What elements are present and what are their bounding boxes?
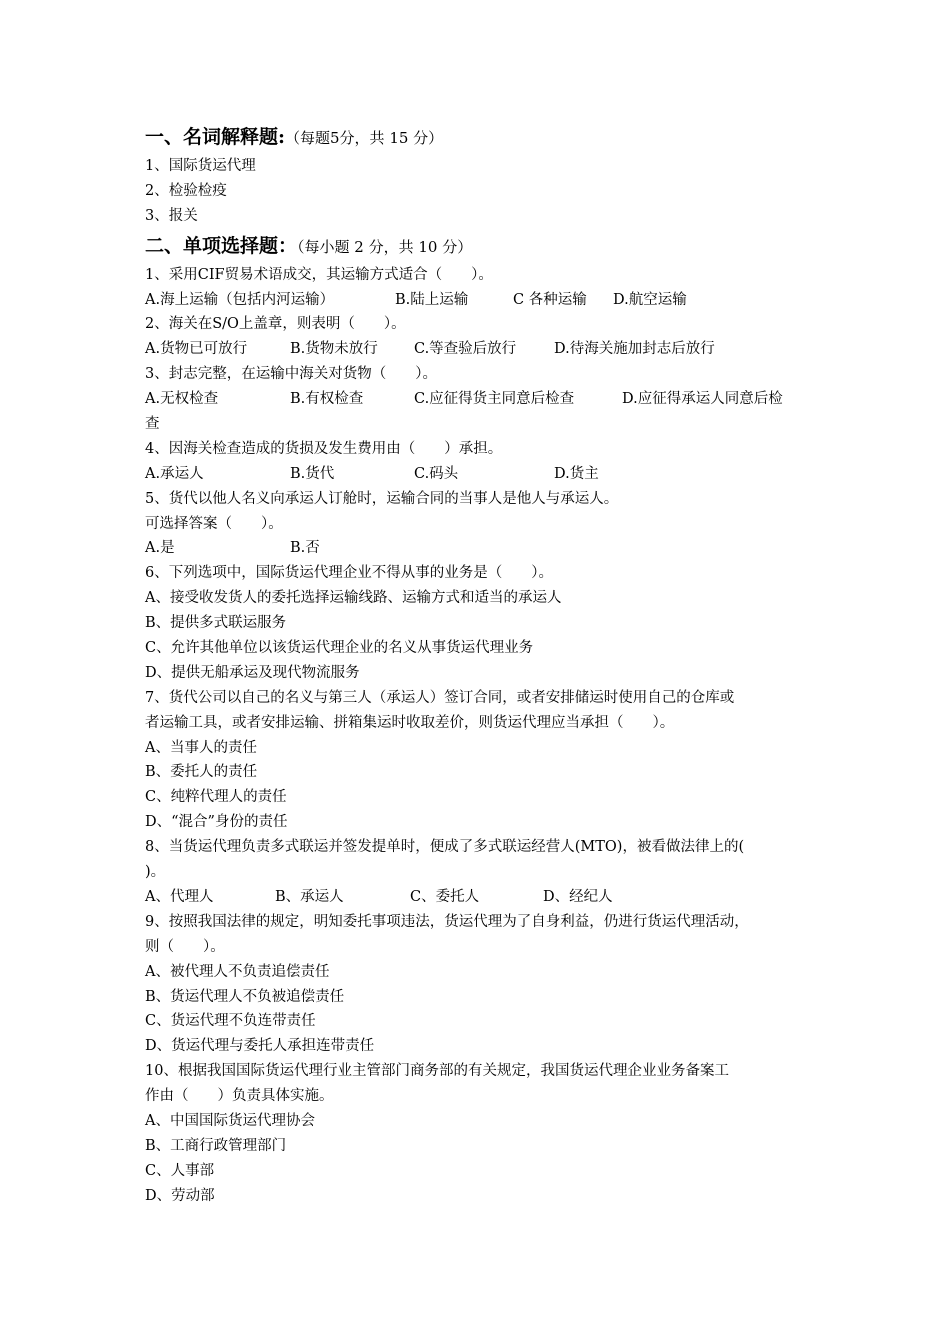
q4-options xyxy=(145,462,810,487)
q1-stem: 1、采用CIF贸易术语成交，其运输方式适合（ ）。 xyxy=(145,266,493,283)
q5-option-b: B.否 xyxy=(290,540,320,557)
term-1: 1、国际货运代理 xyxy=(145,158,256,174)
q8-option-c: C、委托人 xyxy=(410,888,480,905)
q3-option-b: B.有权检查 xyxy=(290,391,364,408)
q5-stem-2: 可选择答案（ ）。 xyxy=(145,515,283,532)
q4-option-c: C.码头 xyxy=(414,465,459,482)
q1-option-b: B.陆上运输 xyxy=(395,291,469,308)
q1-options xyxy=(145,288,810,313)
q2-option-b: B.货物未放行 xyxy=(290,341,378,358)
q1-option-d: D.航空运输 xyxy=(613,291,687,308)
q3-option-c: C.应征得货主同意后检查 xyxy=(414,391,575,408)
q8-option-a: A、代理人 xyxy=(145,888,214,905)
q6-option-c: C、允许其他单位以该货运代理企业的名义从事货运代理业务 xyxy=(145,640,534,657)
q6-option-b: B、提供多式联运服务 xyxy=(145,615,287,632)
q5-options xyxy=(145,536,810,561)
q3-option-a: A.无权检查 xyxy=(145,391,219,408)
q9-stem-2: 则（ ）。 xyxy=(145,938,225,955)
q7-option-a: A、当事人的责任 xyxy=(145,739,257,756)
q3-options xyxy=(145,387,810,412)
q9-option-d: D、货运代理与委托人承担连带责任 xyxy=(145,1038,375,1055)
q6-stem: 6、下列选项中，国际货运代理企业不得从事的业务是（ ）。 xyxy=(145,565,553,582)
q9-option-b: B、货运代理人不负被追偿责任 xyxy=(145,988,345,1005)
q8-option-d: D、经纪人 xyxy=(543,888,613,905)
q10-option-b: B、工商行政管理部门 xyxy=(145,1137,287,1154)
q4-option-d: D.货主 xyxy=(554,465,599,482)
q10-option-d: D、劳动部 xyxy=(145,1187,215,1204)
q1-option-a: A.海上运输（包括内河运输） xyxy=(145,291,335,308)
q7-option-b: B、委托人的责任 xyxy=(145,764,258,781)
q10-option-a: A、中国国际货运代理协会 xyxy=(145,1112,315,1129)
section2-heading xyxy=(145,229,810,263)
section1-heading xyxy=(145,120,810,154)
term-3: 3、报关 xyxy=(145,207,198,224)
q2-option-c: C.等查验后放行 xyxy=(414,341,517,358)
q8-options xyxy=(145,885,810,910)
q9-stem: 9、按照我国法律的规定，明知委托事项违法，货运代理为了自身利益，仍进行货运代理活动， xyxy=(145,913,749,930)
q9-option-a: A、被代理人不负责追偿责任 xyxy=(145,963,330,980)
q5-stem: 5、货代以他人名义向承运人订舱时，运输合同的当事人是他人与承运人。 xyxy=(145,490,619,507)
section1-note: （每题5分，共 15 分） xyxy=(285,129,444,147)
q2-stem: 2、海关在S/O上盖章，则表明（ ）。 xyxy=(145,316,406,333)
q3-option-d: D.应征得承运人同意后检 xyxy=(622,391,783,408)
q7-stem: 7、货代公司以自己的名义与第三人（承运人）签订合同，或者安排储运时使用自己的仓库或 xyxy=(145,689,735,706)
q7-stem-2: 者运输工具，或者安排运输、拼箱集运时收取差价，则货运代理应当承担（ ）。 xyxy=(145,714,675,731)
q5-option-a: A.是 xyxy=(145,540,175,557)
term-2: 2、检验检疫 xyxy=(145,182,227,199)
exam-page xyxy=(145,120,810,1209)
q2-options xyxy=(145,337,810,362)
q2-option-d: D.待海关施加封志后放行 xyxy=(554,341,715,358)
q3-option-d-cont: 查 xyxy=(145,416,160,433)
q10-stem-2: 作由（ ）负责具体实施。 xyxy=(145,1088,334,1105)
section2-title: 二、单项选择题： xyxy=(145,234,298,257)
q4-option-b: B.货代 xyxy=(290,465,335,482)
q1-option-c: C 各种运输 xyxy=(513,291,587,308)
q7-option-d: D、“混合”身份的责任 xyxy=(145,814,288,831)
q9-option-c: C、货运代理不负连带责任 xyxy=(145,1013,316,1030)
q7-option-c: C、纯粹代理人的责任 xyxy=(145,789,287,806)
q8-option-b: B、承运人 xyxy=(275,888,344,905)
q10-option-c: C、人事部 xyxy=(145,1162,215,1179)
q3-stem: 3、封志完整，在运输中海关对货物（ ）。 xyxy=(145,366,437,383)
section1-title: 一、名词解释题: xyxy=(145,126,286,148)
q4-option-a: A.承运人 xyxy=(145,465,204,482)
q4-stem: 4、因海关检查造成的货损及发生费用由（ ）承担。 xyxy=(145,440,503,457)
q8-stem-2: )。 xyxy=(145,864,166,881)
section2-note: （每小题 2 分，共 10 分） xyxy=(297,237,473,256)
q8-stem: 8、当货运代理负责多式联运并签发提单时，便成了多式联运经营人(MTO)，被看做法律上的( xyxy=(145,839,745,856)
q10-stem: 10、根据我国国际货运代理行业主管部门商务部的有关规定，我国货运代理企业业务备案工 xyxy=(145,1063,729,1080)
q6-option-d: D、提供无船承运及现代物流服务 xyxy=(145,664,360,681)
q2-option-a: A.货物已可放行 xyxy=(145,341,248,358)
q6-option-a: A、接受收发货人的委托选择运输线路、运输方式和适当的承运人 xyxy=(145,590,562,607)
